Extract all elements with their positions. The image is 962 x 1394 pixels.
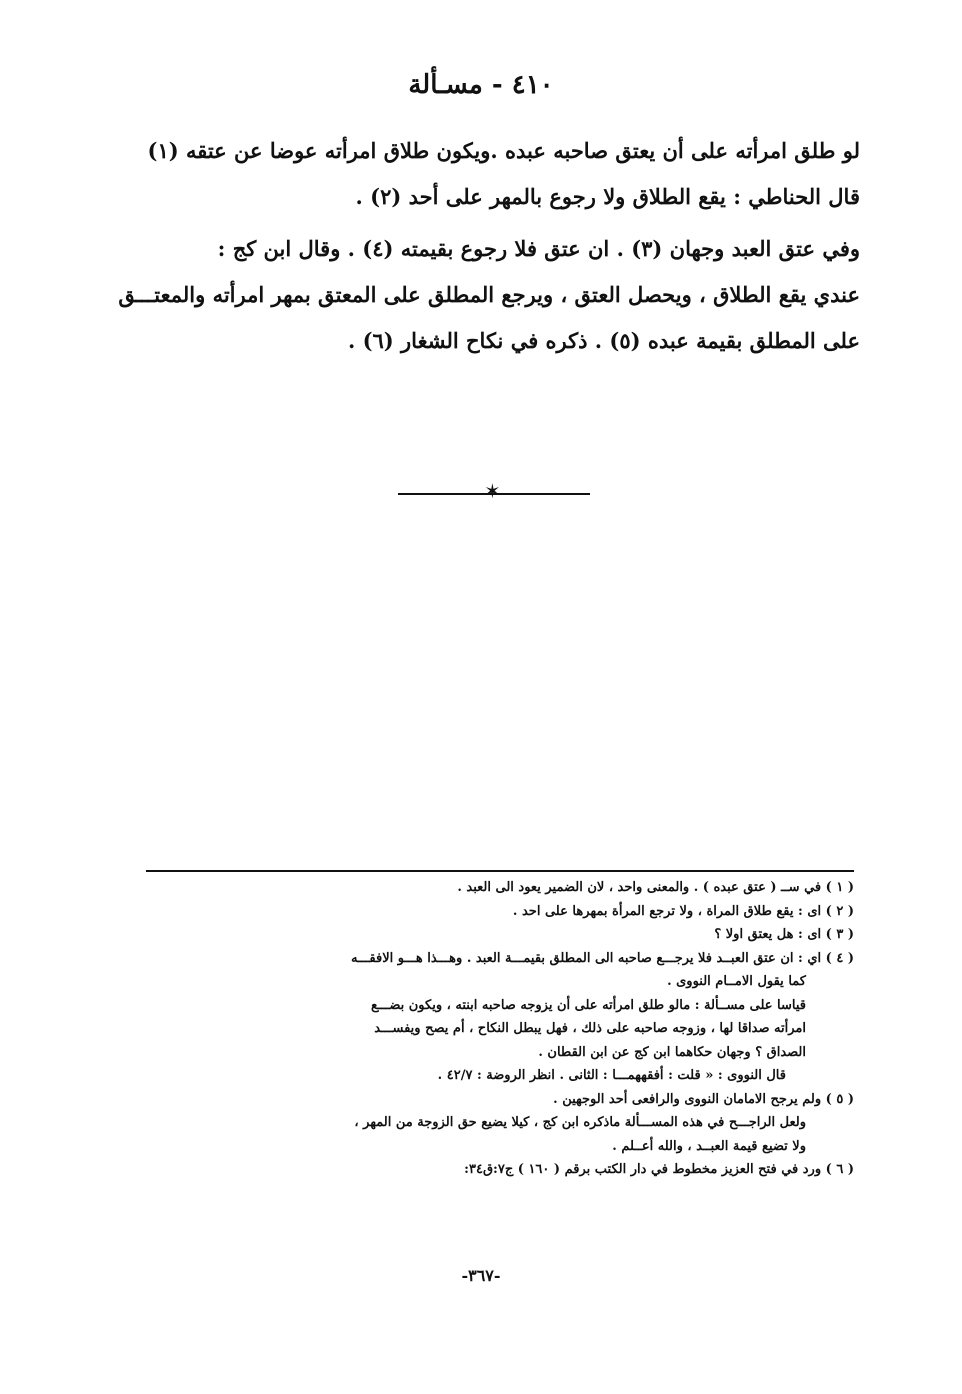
footnote-line: ( ٥ ) ولم يرجح الامامان النووى والرافعى أحد الوجهين . [553,1091,854,1107]
footnote-line: ( ١ ) في ســ ( عتق عبده ) . والمعنى واحد ، لان الضمير يعود الى العبد . [457,880,854,895]
body-line: قال الحناطي : يقع الطلاق ولا رجوع بالمهر على أحد (٢) . [355,184,860,209]
paragraph-2 [118,226,860,364]
paragraph-1 [138,128,860,220]
footnotes [146,876,854,1182]
footnote-line: الصداق ؟ وجهان حكاهما ابن كج عن ابن القطان . [538,1044,806,1060]
footnote-line: قال النووى : « قلت : أفقههمـــا : الثانى . انظر الروضة : ٤٢/٧ . [437,1068,786,1083]
body-line: وفي عتق العبد وجهان (٣) . ان عتق فلا رجوع بقيمته (٤) . وقال ابن كج : [217,236,860,261]
issue-heading: ٤١٠ - مسـألة [408,70,554,100]
footnote-line: ( ٣ ) اى : هل يعتق اولا ؟ [714,927,854,942]
footnote-line: امرأته صداقا لها ، وزوجه صاحبه على ذلك ، فهل يبطل النكاح ، أم يصح ويفســـد [374,1021,806,1036]
footnote-line: ولعل الراجـــح في هذه المســـألة ماذكره ابن كج ، كيلا يضيع حق الزوجة من المهر ، [354,1115,806,1130]
body-line: عندي يقع الطلاق ، ويحصل العتق ، ويرجع المطلق على المعتق بمهر امرأته والمعتـــق [118,282,860,307]
page-number: -٣٦٧- [461,1266,501,1285]
footnote-line: ( ٤ ) اي : ان عتق العبــد فلا يرجـــع صاحبه الى المطلق بقيمـــة العبد . وهـــذا هـــو الافقـــه [351,950,854,966]
footnote-line: ( ٦ ) ورد في فتح العزيز مخطوط في دار الكتب برقم ( ١٦٠ ) ج٧:ق٣٤: [464,1162,854,1177]
star-ornament-icon: ✶ [484,479,501,503]
section-divider [398,479,590,503]
body-line: لو طلق امرأته على أن يعتق صاحبه عبده .ويكون طلاق امرأته عوضا عن عتقه (١) [147,138,860,163]
footnote-line: كما يقول الامــام النووى . [667,974,806,989]
body-line: على المطلق بقيمة عبده (٥) . ذكره في نكاح الشغار (٦) . [347,328,860,353]
footnote-rule [146,870,854,872]
footnote-line: ولا تضيع قيمة العبــد ، والله أعــلم . [612,1138,806,1154]
footnote-line: ( ٢ ) اى : يقع طلاق المراة ، ولا ترجع المرأة بمهرها على احد . [512,903,854,919]
footnote-line: قياسا على مســألة : مالو طلق امرأته على أن يزوجه صاحبه ابنته ، ويكون بضـــع [371,997,806,1013]
